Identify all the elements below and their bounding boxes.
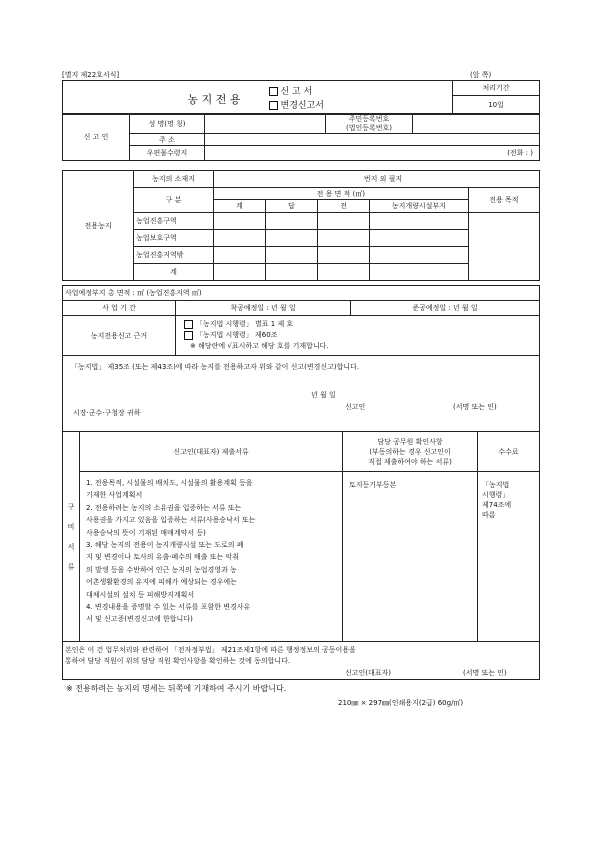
processing-period-label: 처리기간: [453, 81, 539, 96]
basis-option-article60[interactable]: 「농지법 시행령」 제60조: [184, 330, 537, 341]
checkbox-icon[interactable]: [269, 101, 278, 110]
area-cell[interactable]: [317, 247, 369, 264]
land-location-field[interactable]: 번지 외 필지: [213, 171, 539, 188]
list-item: 1. 전용목적, 시설물의 배치도, 시설물의 활용계획 등을: [86, 479, 253, 487]
total-area-field[interactable]: 사업예정부지 총 면적 : ㎡ (농업진흥지역 ㎡): [63, 286, 540, 301]
address-field[interactable]: [205, 134, 540, 146]
declaration-table: [62, 355, 540, 432]
land-section-label: 전용농지: [63, 171, 134, 281]
list-item: 어촌생활환경의 유지에 피해가 예상되는 경우에는: [86, 578, 237, 587]
area-cell[interactable]: [265, 230, 317, 247]
area-cell[interactable]: [265, 247, 317, 264]
land-table: [62, 170, 540, 281]
business-table: [62, 285, 540, 356]
documents-table: [62, 431, 540, 642]
submit-docs-header: 신고인(대표자) 제출서류: [80, 432, 343, 472]
checkbox-icon[interactable]: [269, 87, 278, 96]
consent-sign-label: 신고인(대표자): [345, 669, 392, 677]
row-label: 농업진흥지역밖: [134, 247, 214, 264]
consent-signature[interactable]: (서명 또는 인): [463, 669, 507, 677]
area-cell[interactable]: [265, 213, 317, 230]
option-report[interactable]: 신 고 서: [269, 84, 313, 97]
col-facility-site: 농지개량시설부지: [369, 200, 468, 213]
declaration-cell: [63, 356, 540, 432]
addressee: 시장·군수·구청장 귀하: [73, 409, 141, 417]
period-label: 사 업 기 간: [63, 301, 176, 316]
list-item: 의 발생 등을 수반하여 인근 농지의 농업경영과 농: [86, 565, 237, 574]
area-header: 전 용 면 적 (㎡): [213, 188, 468, 200]
area-cell[interactable]: [265, 264, 317, 281]
row-label: 계: [134, 264, 214, 281]
reporter-section-label: 신 고 인: [63, 114, 130, 161]
col-field: 전: [317, 200, 369, 213]
area-cell[interactable]: [369, 230, 468, 247]
list-item: 사용권을 가지고 있음을 입증하는 서류(사용승낙서 또는: [86, 516, 256, 525]
form-number: [별지 제22호서식]: [62, 71, 120, 79]
declaration-date[interactable]: 년 월 일: [311, 391, 336, 399]
paper-spec: 210㎜ × 297㎜(인쇄용지(2급) 60g/㎡): [338, 699, 464, 707]
reporter-signature[interactable]: (서명 또는 인): [453, 403, 497, 411]
area-cell[interactable]: [369, 264, 468, 281]
id-number-field[interactable]: [413, 114, 540, 134]
area-cell[interactable]: [213, 213, 265, 230]
col-rice-paddy: 답: [265, 200, 317, 213]
page-side-label: (앞 쪽): [470, 71, 492, 79]
checkbox-icon[interactable]: [184, 331, 193, 340]
check-docs-header: 담당 공무원 확인사항 (부동의하는 경우 신고인이 직접 제출하여야 하는 서류): [343, 432, 478, 472]
land-type-label: 구 분: [134, 188, 214, 213]
start-date-field[interactable]: 착공예정일 : 년 월 일: [176, 301, 351, 316]
name-label: 성 명(명 칭): [130, 114, 205, 134]
area-cell[interactable]: [369, 247, 468, 264]
list-item: 서 및 신고증(변경신고에 한합니다): [86, 615, 193, 624]
checkbox-icon[interactable]: [184, 320, 193, 329]
consent-cell: [63, 642, 540, 680]
purpose-field[interactable]: [468, 213, 539, 281]
option-change-report[interactable]: 변경신고서: [269, 98, 324, 111]
submit-docs-list: [80, 472, 343, 642]
land-location-label: 농지의 소재지: [134, 171, 214, 188]
row-label: 농업진흥구역: [134, 213, 214, 230]
check-docs-item: 토지등기부등본: [343, 472, 478, 642]
declaration-text: 「농지법」 제35조 (또는 제43조)에 따라 농지를 전용하고자 위와 같이 신고(변경신고)합니다.: [71, 363, 360, 371]
phone-field[interactable]: (전화 : ): [205, 146, 540, 161]
reporter-sign-label: 신고인: [345, 403, 366, 411]
documents-section-label: 구비서류: [63, 432, 80, 642]
title-table: [62, 80, 540, 115]
area-cell[interactable]: [213, 230, 265, 247]
consent-table: [62, 641, 540, 680]
basis-option-appendix[interactable]: 「농지법 시행령」 별표 1 제 호: [184, 319, 537, 330]
end-date-field[interactable]: 준공예정일 : 년 월 일: [351, 301, 540, 316]
address-label: 주 소: [130, 134, 205, 146]
row-label: 농업보호구역: [134, 230, 214, 247]
fee-cell: 「농지법 시행령」 제74조에 따름: [478, 472, 540, 642]
name-field[interactable]: [205, 114, 326, 134]
basis-note: ※ 해당란에 √표시하고 해당 호를 기재합니다.: [190, 342, 329, 350]
fee-header: 수수료: [478, 432, 540, 472]
footer-note: ※ 전용하려는 농지의 명세는 뒤쪽에 기재하여 주시기 바랍니다.: [66, 684, 287, 693]
area-cell[interactable]: [317, 264, 369, 281]
col-total: 계: [213, 200, 265, 213]
postal-address-label: 우편물수령지: [130, 146, 205, 161]
title-cell: [63, 81, 453, 115]
id-number-label: 주민등록번호 (법인등록번호): [326, 114, 413, 134]
form-title: 농 지 전 용: [187, 92, 241, 106]
list-item: 2. 전용하려는 농지의 소유권을 입증하는 서류 또는: [86, 503, 242, 512]
area-cell[interactable]: [369, 213, 468, 230]
basis-label: 농지전용신고 근거: [63, 316, 176, 356]
basis-cell: [176, 316, 540, 356]
list-item: 사용승낙의 뜻이 기재된 매매계약서 등): [86, 528, 206, 537]
list-item: 지 및 변경이나 토사의 유출·폐수의 배출 또는 악취: [86, 553, 240, 562]
reporter-table: [62, 113, 540, 161]
purpose-label: 전용 목적: [468, 188, 539, 213]
list-item: 대체시설의 설치 등 피해방지계획서: [86, 590, 195, 599]
area-cell[interactable]: [213, 247, 265, 264]
consent-line-1: 본인은 이 건 업무처리와 관련하여 「전자정부법」 제21조제1항에 따른 행정정보의 공동이용을: [65, 646, 356, 654]
area-cell[interactable]: [317, 213, 369, 230]
consent-line-2: 통하여 담당 직원이 위의 담당 직원 확인사항을 확인하는 것에 동의합니다.: [65, 657, 291, 665]
list-item: 4. 변경내용을 증명할 수 있는 서류를 포함한 변경사유: [86, 603, 251, 612]
processing-period-cell: [453, 81, 540, 115]
area-cell[interactable]: [213, 264, 265, 281]
area-cell[interactable]: [317, 230, 369, 247]
list-item: 기재한 사업계획서: [86, 491, 143, 500]
processing-period-value: 10일: [488, 101, 504, 109]
list-item: 3. 해당 농지의 전용이 농지개량시설 또는 도로의 폐: [86, 541, 244, 550]
